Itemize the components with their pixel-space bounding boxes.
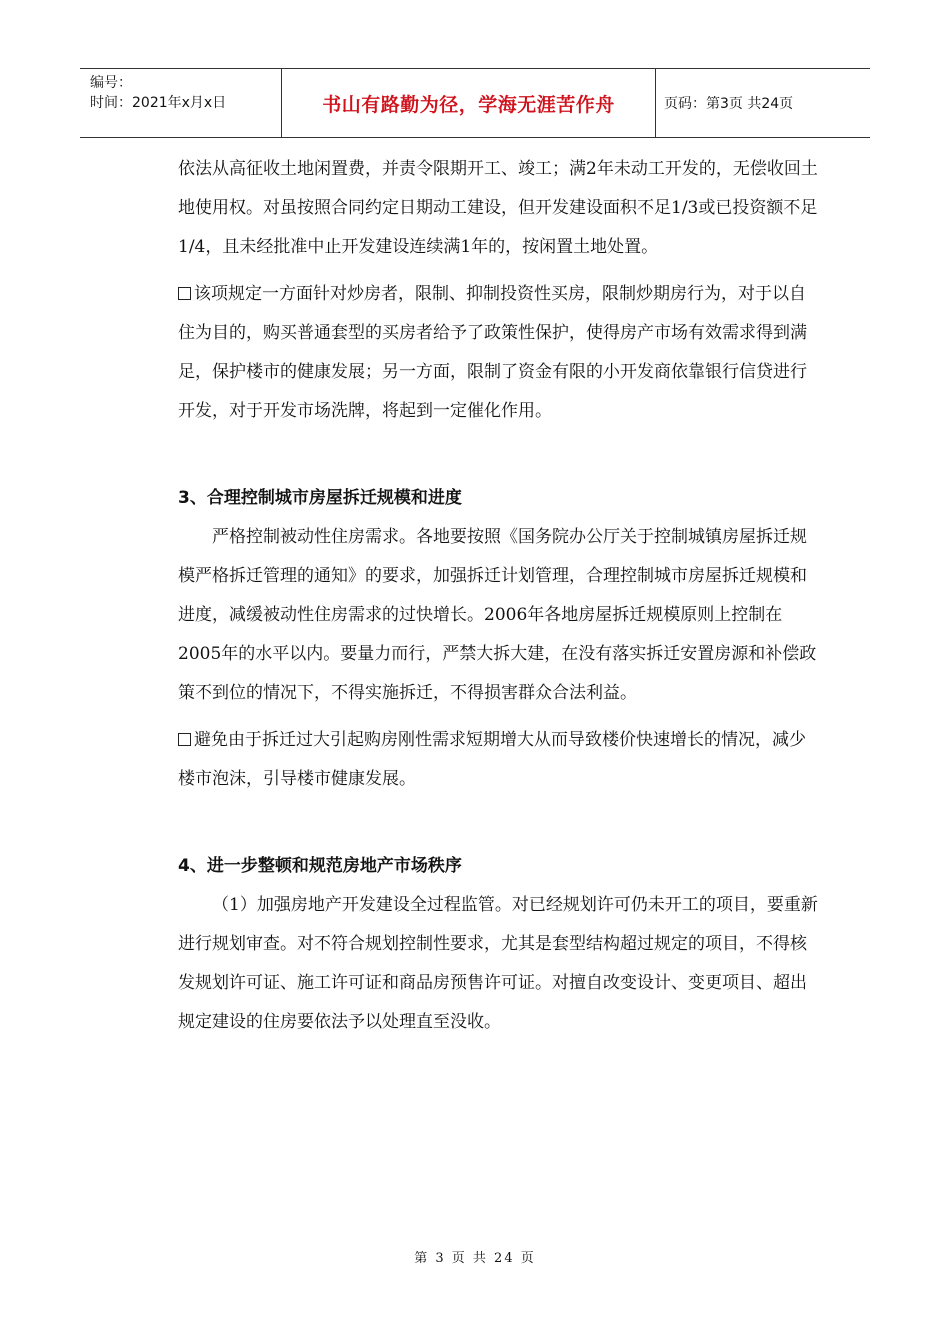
document-date: 时间：2021年x月x日 — [90, 95, 227, 111]
checkbox-bullet-icon — [178, 287, 191, 300]
document-number-label: 编号： — [90, 75, 132, 91]
document-header — [80, 68, 870, 138]
header-meta — [80, 69, 282, 137]
header-motto: 书山有路勤为径，学海无涯苦作舟 — [282, 69, 656, 137]
paragraph-demolition-effect-text: 避免由于拆迁过大引起购房刚性需求短期增大从而导致楼价快速增长的情况，减少楼市泡沫，引导楼市健康发展。 — [178, 730, 806, 789]
document-body — [178, 150, 818, 1042]
checkbox-bullet-icon — [178, 733, 191, 746]
page-footer: 第 3 页 共 24 页 — [414, 1251, 536, 1266]
paragraph-supervision: （1）加强房地产开发建设全过程监管。对已经规划许可仍未开工的项目，要重新进行规划审查。对不符合规划控制性要求，尤其是套型结构超过规定的项目，不得核发规划许可证、施工许可证和商品房预售许可证。对擅自改变设计、变更项目、超出规定建设的住房要依法予以处理直至没收。 — [178, 895, 818, 1032]
paragraph-idle-land: 依法从高征收土地闲置费，并责令限期开工、竣工；满2年未动工开发的，无偿收回土地使用权。对虽按照合同约定日期动工建设，但开发建设面积不足1/3或已投资额不足1/4，且未经批准中止开发建设连续满1年的，按闲置土地处置。 — [178, 159, 818, 257]
paragraph-demolition-control: 严格控制被动性住房需求。各地要按照《国务院办公厅关于控制城镇房屋拆迁规模严格拆迁管理的通知》的要求，加强拆迁计划管理，合理控制城市房屋拆迁规模和进度，减缓被动性住房需求的过快增长。2006年各地房屋拆迁规模原则上控制在2005年的水平以内。要量力而行，严禁大拆大建，在没有落实拆迁安置房源和补偿政策不到位的情况下，不得实施拆迁，不得损害群众合法利益。 — [178, 527, 817, 703]
paragraph-demolition-effect — [178, 721, 818, 799]
section-4-title: 4、进一步整顿和规范房地产市场秩序 — [178, 856, 462, 876]
paragraph-policy-effect-text: 该项规定一方面针对炒房者，限制、抑制投资性买房，限制炒期房行为，对于以自住为目的，购买普通套型的买房者给予了政策性保护，使得房产市场有效需求得到满足，保护楼市的健康发展；另一方面，限制了资金有限的小开发商依靠银行信贷进行开发，对于开发市场洗牌，将起到一定催化作用。 — [178, 284, 807, 421]
header-page-info: 页码：第3页 共24页 — [664, 96, 794, 112]
section-3-title: 3、合理控制城市房屋拆迁规模和进度 — [178, 488, 462, 508]
paragraph-policy-effect — [178, 275, 818, 431]
